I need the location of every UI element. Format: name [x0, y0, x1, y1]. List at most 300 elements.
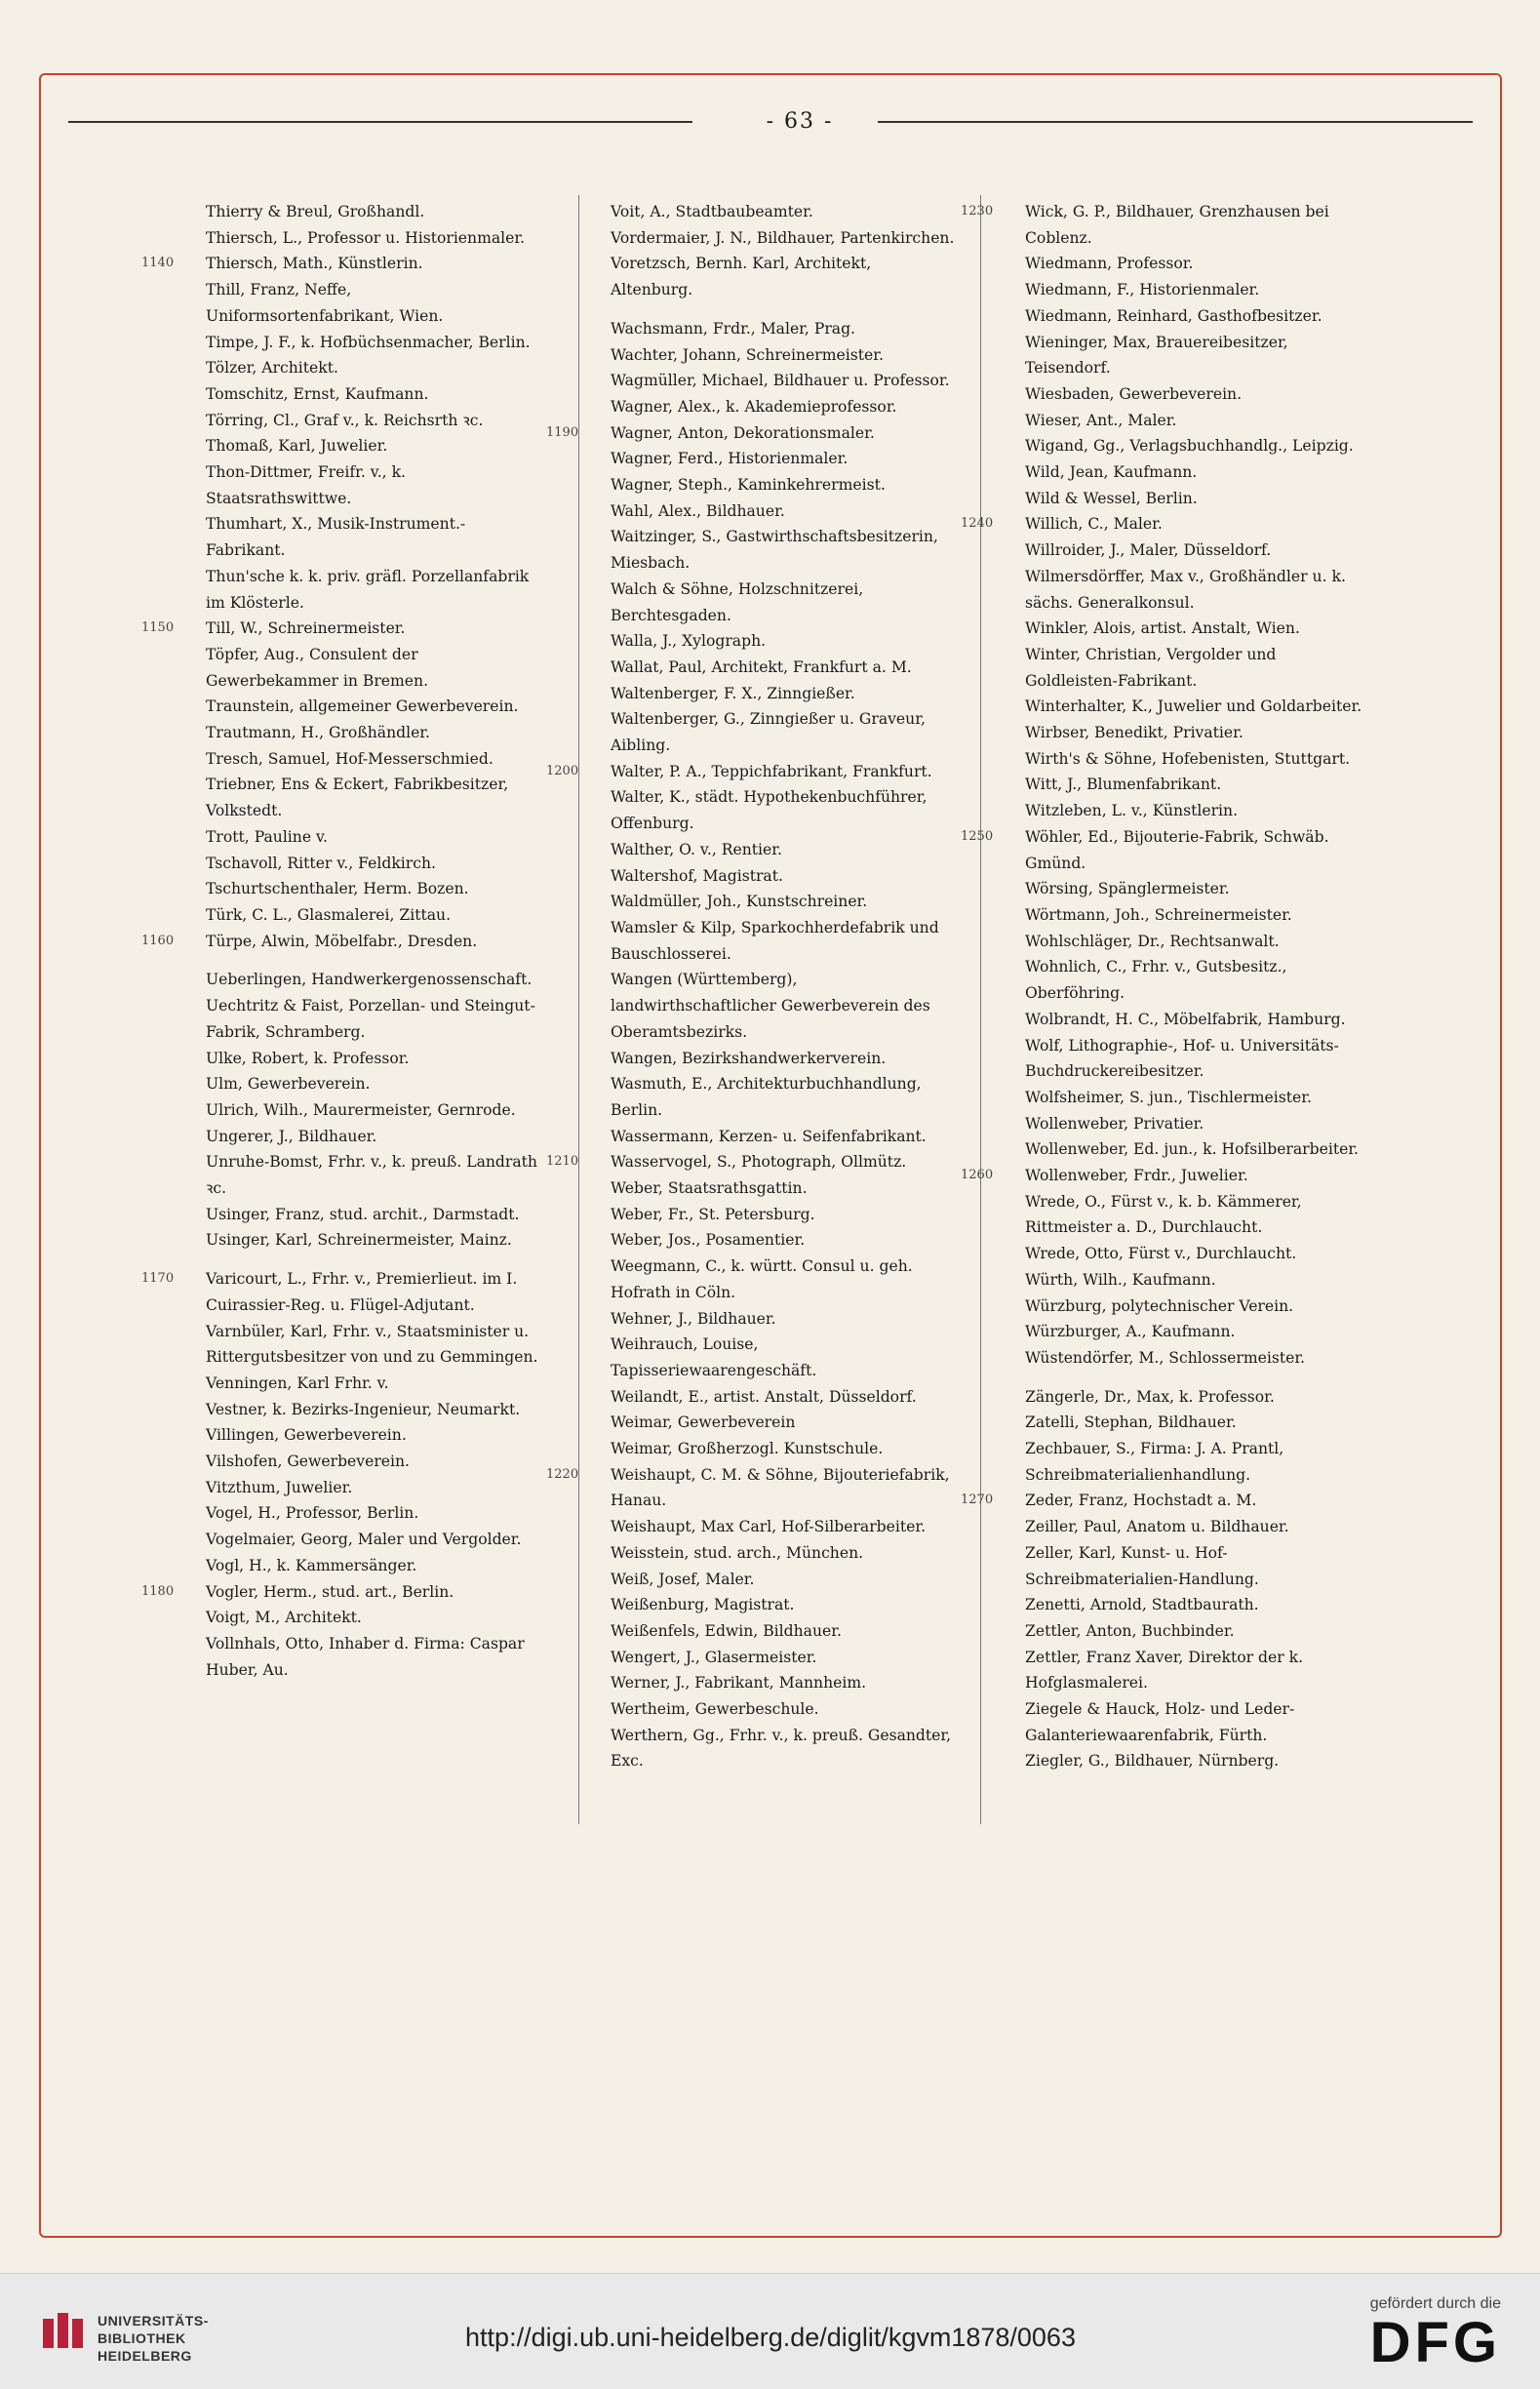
- entry-text: Zeller, Karl, Kunst- u. Hof-Schreibmaterialien-Handlung.: [1025, 1543, 1259, 1588]
- entry-text: Werner, J., Fabrikant, Mannheim.: [611, 1674, 867, 1692]
- directory-entry: [141, 564, 541, 616]
- entry-text: Töpfer, Aug., Consulent der Gewerbekammer in Bremen.: [206, 645, 429, 690]
- directory-entry: [961, 251, 1370, 277]
- directory-entry: [961, 277, 1370, 303]
- directory-entry: [141, 1319, 541, 1371]
- entry-text: Wiedmann, F., Historienmaler.: [1025, 281, 1260, 299]
- column-2: [546, 199, 956, 1774]
- directory-entry: [141, 824, 541, 851]
- entry-text: Thierry & Breul, Großhandl.: [206, 203, 425, 220]
- entry-text: Walch & Söhne, Holzschnitzerei, Berchtesgaden.: [611, 579, 864, 624]
- column-1: [141, 199, 541, 1683]
- directory-entry: [546, 967, 956, 1045]
- entry-text: Wollenweber, Privatier.: [1025, 1114, 1204, 1133]
- entry-text: Weishaupt, C. M. & Söhne, Bijouteriefabrik, Hanau.: [611, 1465, 950, 1510]
- entry-text: Zettler, Anton, Buchbinder.: [1025, 1621, 1235, 1640]
- directory-entry: [961, 538, 1370, 564]
- directory-entry: [961, 1085, 1370, 1111]
- directory-entry: [546, 1696, 956, 1723]
- directory-entry: [546, 759, 956, 785]
- directory-entry: [141, 772, 541, 823]
- entry-text: Uechtritz & Faist, Porzellan- und Steingut-Fabrik, Schramberg.: [206, 997, 535, 1041]
- section-gap: [141, 1254, 541, 1266]
- directory-entry: [141, 511, 541, 563]
- column-3: [961, 199, 1370, 1774]
- entry-text: Wahl, Alex., Bildhauer.: [611, 501, 785, 520]
- directory-entry: [141, 1266, 541, 1318]
- entry-text: Trautmann, H., Großhändler.: [206, 724, 431, 742]
- entry-text: Varnbüler, Karl, Frhr. v., Staatsminister u. Rittergutsbesitzer von und zu Gemmingen.: [206, 1322, 538, 1367]
- entry-text: Wiedmann, Reinhard, Gasthofbesitzer.: [1025, 306, 1323, 325]
- entry-text: Wrede, Otto, Fürst v., Durchlaucht.: [1025, 1245, 1297, 1263]
- entry-number: 1270: [961, 1493, 994, 1508]
- entry-text: Varicourt, L., Frhr. v., Premierlieut. im I. Cuirassier-Reg. u. Flügel-Adjutant.: [206, 1270, 518, 1314]
- entry-text: Wagner, Anton, Dekorationsmaler.: [611, 423, 875, 442]
- entry-text: Wollenweber, Frdr., Juwelier.: [1025, 1167, 1248, 1185]
- entry-text: Winter, Christian, Vergolder und Goldleisten-Fabrikant.: [1025, 645, 1277, 690]
- entry-text: Witt, J., Blumenfabrikant.: [1025, 776, 1222, 794]
- entry-number: 1140: [141, 256, 175, 271]
- directory-entry: [141, 929, 541, 955]
- entry-text: Wolfsheimer, S. jun., Tischlermeister.: [1025, 1088, 1312, 1106]
- directory-entry: [961, 1189, 1370, 1241]
- directory-entry: [961, 1696, 1370, 1748]
- directory-entry: [961, 408, 1370, 434]
- directory-entry: [141, 720, 541, 746]
- entry-text: Wohlschläger, Dr., Rechtsanwalt.: [1025, 932, 1280, 950]
- entry-text: Waltershof, Magistrat.: [611, 866, 783, 885]
- directory-entry: [961, 1618, 1370, 1645]
- directory-entry: [961, 798, 1370, 824]
- directory-entry: [546, 1567, 956, 1593]
- entry-text: Usinger, Karl, Schreinermeister, Mainz.: [206, 1231, 512, 1250]
- entry-text: Waltenberger, F. X., Zinngießer.: [611, 684, 855, 702]
- header-rule-left: [68, 121, 692, 123]
- entry-text: Wagner, Alex., k. Akademieprofessor.: [611, 397, 897, 416]
- entry-text: Trott, Pauline v.: [206, 827, 328, 846]
- entry-text: Wöhler, Ed., Bijouterie-Fabrik, Schwäb. Gmünd.: [1025, 827, 1329, 872]
- directory-entry: [546, 225, 956, 252]
- directory-entry: [141, 642, 541, 694]
- entry-text: Würth, Wilh., Kaufmann.: [1025, 1270, 1216, 1289]
- directory-entry: [546, 1514, 956, 1540]
- entry-text: Wangen, Bezirkshandwerkerverein.: [611, 1049, 887, 1067]
- entry-text: Tresch, Samuel, Hof-Messerschmied.: [206, 749, 494, 768]
- page-header: [68, 109, 1473, 133]
- directory-entry: [141, 851, 541, 877]
- entry-text: Till, W., Schreinermeister.: [206, 619, 406, 638]
- entry-text: Wagner, Ferd., Historienmaler.: [611, 450, 849, 468]
- entry-text: Thiersch, L., Professor u. Historienmaler.: [206, 228, 526, 247]
- entry-text: Tölzer, Architekt.: [206, 359, 338, 378]
- entry-text: Vitzthum, Juwelier.: [206, 1478, 353, 1496]
- directory-entry: [961, 564, 1370, 616]
- dfg-logo[interactable]: [1286, 2295, 1501, 2383]
- entry-text: Willroider, J., Maler, Düsseldorf.: [1025, 541, 1272, 560]
- directory-entry: [141, 433, 541, 459]
- entry-text: Timpe, J. F., k. Hofbüchsenmacher, Berlin.: [206, 333, 531, 351]
- directory-entry: [141, 1046, 541, 1072]
- entry-text: Vollnhals, Otto, Inhaber d. Firma: Caspar Huber, Au.: [206, 1634, 525, 1679]
- entry-text: Wiedmann, Professor.: [1025, 255, 1194, 273]
- ub-name-line1: UNIVERSITÄTS-: [98, 2313, 209, 2329]
- directory-entry: [141, 1500, 541, 1527]
- entry-text: Triebner, Ens & Eckert, Fabrikbesitzer, Volkstedt.: [206, 776, 509, 820]
- entry-text: Winkler, Alois, artist. Anstalt, Wien.: [1025, 619, 1300, 638]
- directory-entry: [546, 1618, 956, 1645]
- directory-entry: [961, 1111, 1370, 1137]
- entry-text: Unruhe-Bomst, Frhr. v., k. preuß. Landrath ꝛc.: [206, 1153, 537, 1198]
- directory-entry: [546, 1436, 956, 1462]
- directory-entry: [961, 694, 1370, 720]
- entry-text: Wamsler & Kilp, Sparkochherdefabrik und Bauschlosserei.: [611, 918, 939, 963]
- entry-number: 1200: [546, 763, 579, 778]
- directory-entry: [546, 889, 956, 915]
- directory-entry: [961, 1748, 1370, 1774]
- directory-entry: [546, 915, 956, 967]
- entry-number: 1170: [141, 1271, 175, 1287]
- directory-entry: [961, 954, 1370, 1006]
- directory-entry: [141, 251, 541, 277]
- directory-entry: [141, 1227, 541, 1254]
- directory-entry: [961, 1267, 1370, 1294]
- entry-text: Wasservogel, S., Photograph, Ollmütz.: [611, 1153, 907, 1172]
- directory-entry: [546, 863, 956, 890]
- directory-entry: [141, 1422, 541, 1449]
- entry-text: Türpe, Alwin, Möbelfabr., Dresden.: [206, 932, 478, 950]
- entry-text: Voretzsch, Bernh. Karl, Architekt, Altenburg.: [611, 255, 872, 299]
- directory-entry: [546, 681, 956, 707]
- directory-entry: [546, 316, 956, 342]
- entry-text: Wigand, Gg., Verlagsbuchhandlg., Leipzig.: [1025, 437, 1354, 456]
- directory-entry: [961, 902, 1370, 929]
- entry-number: 1210: [546, 1154, 579, 1170]
- entry-number: 1150: [141, 620, 175, 636]
- entry-text: Thun'sche k. k. priv. gräfl. Porzellanfabrik im Klösterle.: [206, 567, 530, 612]
- entry-text: Waltenberger, G., Zinngießer u. Graveur, Aibling.: [611, 710, 926, 755]
- directory-entry: [141, 355, 541, 381]
- entry-text: Zechbauer, S., Firma: J. A. Prantl, Schreibmaterialienhandlung.: [1025, 1440, 1284, 1484]
- directory-entry: [546, 1462, 956, 1514]
- dfg-wordmark: DFG: [1369, 2311, 1501, 2374]
- ub-name-line3: HEIDELBERG: [98, 2348, 192, 2364]
- entry-text: Wehner, J., Bildhauer.: [611, 1309, 776, 1328]
- directory-entry: [961, 486, 1370, 512]
- directory-entry: [141, 1124, 541, 1150]
- entry-number: 1250: [961, 828, 994, 844]
- directory-entry: [546, 1332, 956, 1383]
- directory-entry: [546, 1540, 956, 1567]
- directory-entry: [961, 1294, 1370, 1320]
- directory-entry: [961, 1592, 1370, 1618]
- entry-text: Wertheim, Gewerbeschule.: [611, 1700, 819, 1719]
- entry-number: 1260: [961, 1168, 994, 1183]
- entry-text: Zeder, Franz, Hochstadt a. M.: [1025, 1492, 1257, 1510]
- entry-text: Wasmuth, E., Architekturbuchhandlung, Berlin.: [611, 1075, 922, 1119]
- directory-entry: [546, 1071, 956, 1123]
- directory-entry: [961, 433, 1370, 459]
- entry-text: Wengert, J., Glasermeister.: [611, 1648, 817, 1666]
- directory-entry: [546, 199, 956, 225]
- entry-text: Thill, Franz, Neffe, Uniformsortenfabrikant, Wien.: [206, 281, 444, 325]
- entry-text: Thumhart, X., Musik-Instrument.-Fabrikant.: [206, 515, 466, 560]
- directory-entry: [141, 408, 541, 434]
- header-rule-right: [878, 121, 1473, 123]
- entry-text: Werthern, Gg., Frhr. v., k. preuß. Gesandter, Exc.: [611, 1726, 952, 1771]
- entry-text: Wrede, O., Fürst v., k. b. Kämmerer, Rittmeister a. D., Durchlaucht.: [1025, 1192, 1302, 1237]
- entry-text: Usinger, Franz, stud. archit., Darmstadt.: [206, 1205, 520, 1223]
- section-gap: [141, 954, 541, 967]
- entry-text: Witzleben, L. v., Künstlerin.: [1025, 802, 1239, 820]
- entry-text: Zettler, Franz Xaver, Direktor der k. Hofglasmalerei.: [1025, 1648, 1304, 1692]
- directory-entry: [961, 824, 1370, 876]
- directory-entry: [141, 1475, 541, 1501]
- directory-entry: [546, 1202, 956, 1228]
- entry-text: Weisstein, stud. arch., München.: [611, 1543, 864, 1562]
- directory-entry: [961, 1007, 1370, 1033]
- entry-text: Weilandt, E., artist. Anstalt, Düsseldorf.: [611, 1387, 917, 1406]
- directory-entry: [141, 1449, 541, 1475]
- entry-text: Traunstein, allgemeiner Gewerbeverein.: [206, 697, 519, 716]
- entry-text: Tschavoll, Ritter v., Feldkirch.: [206, 854, 436, 872]
- directory-entry: [961, 772, 1370, 798]
- directory-entry: [546, 1670, 956, 1696]
- directory-entry: [141, 1605, 541, 1631]
- directory-entry: [141, 902, 541, 929]
- entry-text: Weber, Jos., Posamentier.: [611, 1231, 806, 1250]
- entry-text: Tomschitz, Ernst, Kaufmann.: [206, 384, 429, 403]
- directory-entry: [141, 459, 541, 511]
- entry-text: Walter, P. A., Teppichfabrikant, Frankfurt.: [611, 762, 932, 780]
- entry-text: Wassermann, Kerzen- u. Seifenfabrikant.: [611, 1127, 927, 1145]
- entry-text: Ziegele & Hauck, Holz- und Leder-Galanteriewaarenfabrik, Fürth.: [1025, 1700, 1295, 1744]
- entry-text: Vilshofen, Gewerbeverein.: [206, 1453, 410, 1471]
- directory-entry: [961, 1384, 1370, 1411]
- directory-entry: [961, 1540, 1370, 1592]
- directory-entry: [546, 368, 956, 394]
- entry-text: Weegmann, C., k. württ. Consul u. geh. Hofrath in Cöln.: [611, 1257, 913, 1301]
- directory-entry: [141, 1397, 541, 1423]
- directory-entry: [141, 876, 541, 902]
- entry-text: Walla, J., Xylograph.: [611, 632, 767, 651]
- directory-entry: [141, 967, 541, 993]
- directory-entry: [546, 1227, 956, 1254]
- entry-text: Tschurtschenthaler, Herm. Bozen.: [206, 880, 469, 898]
- entry-text: Villingen, Gewerbeverein.: [206, 1426, 407, 1445]
- entry-text: Winterhalter, K., Juwelier und Goldarbeiter.: [1025, 697, 1362, 716]
- entry-text: Zatelli, Stephan, Bildhauer.: [1025, 1413, 1237, 1432]
- directory-entry: [546, 1384, 956, 1411]
- entry-text: Wagmüller, Michael, Bildhauer u. Professor.: [611, 372, 950, 390]
- entry-text: Thon-Dittmer, Freifr. v., k. Staatsrathswittwe.: [206, 463, 406, 507]
- directory-entry: [141, 1202, 541, 1228]
- ub-logo-icon: [39, 2311, 88, 2360]
- entry-text: Törring, Cl., Graf v., k. Reichsrth ꝛc.: [206, 411, 484, 429]
- directory-entry: [141, 330, 541, 356]
- entry-text: Voit, A., Stadtbaubeamter.: [611, 203, 813, 220]
- entry-text: Weihrauch, Louise, Tapisseriewaarengeschäft.: [611, 1335, 817, 1379]
- directory-entry: [546, 1306, 956, 1333]
- entry-text: Ulke, Robert, k. Professor.: [206, 1049, 410, 1067]
- entry-text: Wolbrandt, H. C., Möbelfabrik, Hamburg.: [1025, 1010, 1346, 1028]
- directory-entry: [141, 225, 541, 252]
- entry-text: Weiß, Josef, Maler.: [611, 1570, 755, 1588]
- entry-text: Vogl, H., k. Kammersänger.: [206, 1556, 417, 1574]
- directory-entry: [546, 1254, 956, 1305]
- directory-entry: [961, 1163, 1370, 1189]
- entry-text: Walther, O. v., Rentier.: [611, 840, 782, 858]
- entry-text: Wirbser, Benedikt, Privatier.: [1025, 724, 1244, 742]
- entry-text: Würzburg, polytechnischer Verein.: [1025, 1296, 1294, 1315]
- entry-text: Zängerle, Dr., Max, k. Professor.: [1025, 1387, 1275, 1406]
- directory-entry: [546, 655, 956, 681]
- section-gap: [546, 303, 956, 316]
- entry-text: Wieser, Ant., Maler.: [1025, 411, 1177, 429]
- directory-entry: [546, 1410, 956, 1436]
- entry-text: Willich, C., Maler.: [1025, 515, 1163, 534]
- directory-entry: [141, 1553, 541, 1579]
- directory-entry: [546, 1175, 956, 1202]
- entry-text: Ulm, Gewerbeverein.: [206, 1075, 371, 1094]
- entry-text: Wachsmann, Frdr., Maler, Prag.: [611, 319, 856, 338]
- entry-text: Vogelmaier, Georg, Maler und Vergolder.: [206, 1531, 522, 1549]
- directory-entry: [546, 394, 956, 420]
- entry-text: Wild, Jean, Kaufmann.: [1025, 463, 1198, 482]
- directory-entry: [961, 381, 1370, 408]
- directory-entry: [141, 381, 541, 408]
- entry-number: 1180: [141, 1583, 175, 1599]
- ub-heidelberg-logo[interactable]: [39, 2311, 234, 2369]
- entry-text: Wallat, Paul, Architekt, Frankfurt a. M.: [611, 657, 912, 676]
- directory-entry: [141, 694, 541, 720]
- entry-text: Wieninger, Max, Brauereibesitzer, Teisendorf.: [1025, 333, 1288, 378]
- directory-entry: [961, 459, 1370, 486]
- directory-entry: [546, 1592, 956, 1618]
- directory-entry: [546, 498, 956, 525]
- permalink-url[interactable]: http://digi.ub.uni-heidelberg.de/diglit/kgvm1878/0063: [465, 2323, 1076, 2352]
- directory-entry: [961, 876, 1370, 902]
- entry-text: Wiesbaden, Gewerbeverein.: [1025, 384, 1243, 403]
- section-gap: [961, 1372, 1370, 1384]
- entry-text: Weißenfels, Edwin, Bildhauer.: [611, 1621, 842, 1640]
- entry-text: Zenetti, Arnold, Stadtbaurath.: [1025, 1596, 1259, 1614]
- entry-text: Weimar, Gewerbeverein: [611, 1413, 796, 1432]
- entry-text: Vogel, H., Professor, Berlin.: [206, 1504, 419, 1523]
- entry-text: Wick, G. P., Bildhauer, Grenzhausen bei Coblenz.: [1025, 203, 1329, 247]
- directory-entry: [961, 1436, 1370, 1488]
- directory-entry: [961, 1488, 1370, 1514]
- footer-bar: [0, 2273, 1540, 2389]
- directory-entry: [546, 446, 956, 472]
- directory-entry: [546, 784, 956, 836]
- directory-entry: [961, 746, 1370, 773]
- entry-text: Würzburger, A., Kaufmann.: [1025, 1323, 1236, 1341]
- entry-text: Weimar, Großherzogl. Kunstschule.: [611, 1440, 884, 1458]
- directory-entry: [961, 1410, 1370, 1436]
- entry-text: Wagner, Steph., Kaminkehrermeist.: [611, 476, 886, 495]
- entry-text: Ueberlingen, Handwerkergenossenschaft.: [206, 971, 533, 989]
- entry-number: 1220: [546, 1466, 579, 1482]
- entry-text: Waitzinger, S., Gastwirthschaftsbesitzerin, Miesbach.: [611, 528, 938, 573]
- entry-text: Wirth's & Söhne, Hofebenisten, Stuttgart.: [1025, 749, 1351, 768]
- funding-caption: gefördert durch die: [1369, 2295, 1501, 2312]
- entry-text: Walter, K., städt. Hypothekenbuchführer, Offenburg.: [611, 788, 928, 833]
- directory-entry: [961, 1345, 1370, 1372]
- directory-entry: [141, 746, 541, 773]
- entry-number: 1240: [961, 516, 994, 532]
- entry-text: Wüstendörfer, M., Schlossermeister.: [1025, 1348, 1306, 1367]
- entry-text: Wilmersdörffer, Max v., Großhändler u. k. sächs. Generalkonsul.: [1025, 567, 1346, 612]
- entry-text: Weber, Fr., St. Petersburg.: [611, 1205, 815, 1223]
- page-number: - 63 -: [766, 109, 834, 134]
- entry-text: Zeiller, Paul, Anatom u. Bildhauer.: [1025, 1518, 1289, 1536]
- directory-entry: [141, 199, 541, 225]
- entry-text: Weißenburg, Magistrat.: [611, 1596, 795, 1614]
- directory-entry: [141, 1631, 541, 1683]
- directory-entry: [141, 277, 541, 329]
- directory-entry: [961, 1645, 1370, 1696]
- directory-entry: [546, 1149, 956, 1175]
- entry-text: Thiersch, Math., Künstlerin.: [206, 255, 423, 273]
- entry-text: Vestner, k. Bezirks-Ingenieur, Neumarkt.: [206, 1400, 521, 1418]
- directory-entry: [961, 720, 1370, 746]
- entry-number: 1160: [141, 933, 175, 948]
- directory-entry: [546, 1124, 956, 1150]
- entry-text: Vordermaier, J. N., Bildhauer, Partenkirchen.: [611, 228, 955, 247]
- directory-entry: [141, 616, 541, 642]
- entry-text: Wollenweber, Ed. jun., k. Hofsilberarbeiter.: [1025, 1140, 1360, 1159]
- entry-number: 1230: [961, 204, 994, 219]
- entry-text: Wachter, Johann, Schreinermeister.: [611, 345, 884, 364]
- directory-entry: [961, 1136, 1370, 1163]
- directory-entry: [546, 420, 956, 447]
- entry-text: Wild & Wessel, Berlin.: [1025, 489, 1198, 507]
- directory-entry: [961, 616, 1370, 642]
- directory-entry: [546, 472, 956, 498]
- entry-text: Wolf, Lithographie-, Hof- u. Universitäts-Buchdruckereibesitzer.: [1025, 1036, 1339, 1081]
- directory-entry: [546, 524, 956, 576]
- directory-entry: [961, 1514, 1370, 1540]
- entry-text: Wohnlich, C., Frhr. v., Gutsbesitz., Oberföhring.: [1025, 958, 1287, 1003]
- directory-entry: [546, 837, 956, 863]
- entry-text: Ziegler, G., Bildhauer, Nürnberg.: [1025, 1752, 1280, 1771]
- directory-entry: [141, 1527, 541, 1553]
- directory-entry: [546, 577, 956, 628]
- entry-text: Wörtmann, Joh., Schreinermeister.: [1025, 905, 1292, 924]
- directory-entry: [141, 1149, 541, 1201]
- directory-entry: [961, 1033, 1370, 1085]
- directory-entry: [141, 993, 541, 1045]
- directory-entry: [961, 642, 1370, 694]
- directory-entry: [141, 1071, 541, 1097]
- entry-text: Voigt, M., Architekt.: [206, 1609, 362, 1627]
- directory-entry: [961, 1241, 1370, 1267]
- directory-entry: [141, 1097, 541, 1124]
- directory-entry: [546, 706, 956, 758]
- directory-entry: [546, 342, 956, 369]
- entry-text: Wörsing, Spänglermeister.: [1025, 880, 1230, 898]
- directory-entry: [961, 1319, 1370, 1345]
- entry-number: 1190: [546, 424, 579, 440]
- entry-text: Vogler, Herm., stud. art., Berlin.: [206, 1582, 454, 1601]
- entry-text: Venningen, Karl Frhr. v.: [206, 1374, 389, 1392]
- directory-entry: [961, 929, 1370, 955]
- directory-entry: [961, 199, 1370, 251]
- entry-text: Ulrich, Wilh., Maurermeister, Gernrode.: [206, 1100, 516, 1119]
- directory-entry: [546, 628, 956, 655]
- entry-text: Weber, Staatsrathsgattin.: [611, 1179, 808, 1198]
- entry-text: Ungerer, J., Bildhauer.: [206, 1127, 377, 1145]
